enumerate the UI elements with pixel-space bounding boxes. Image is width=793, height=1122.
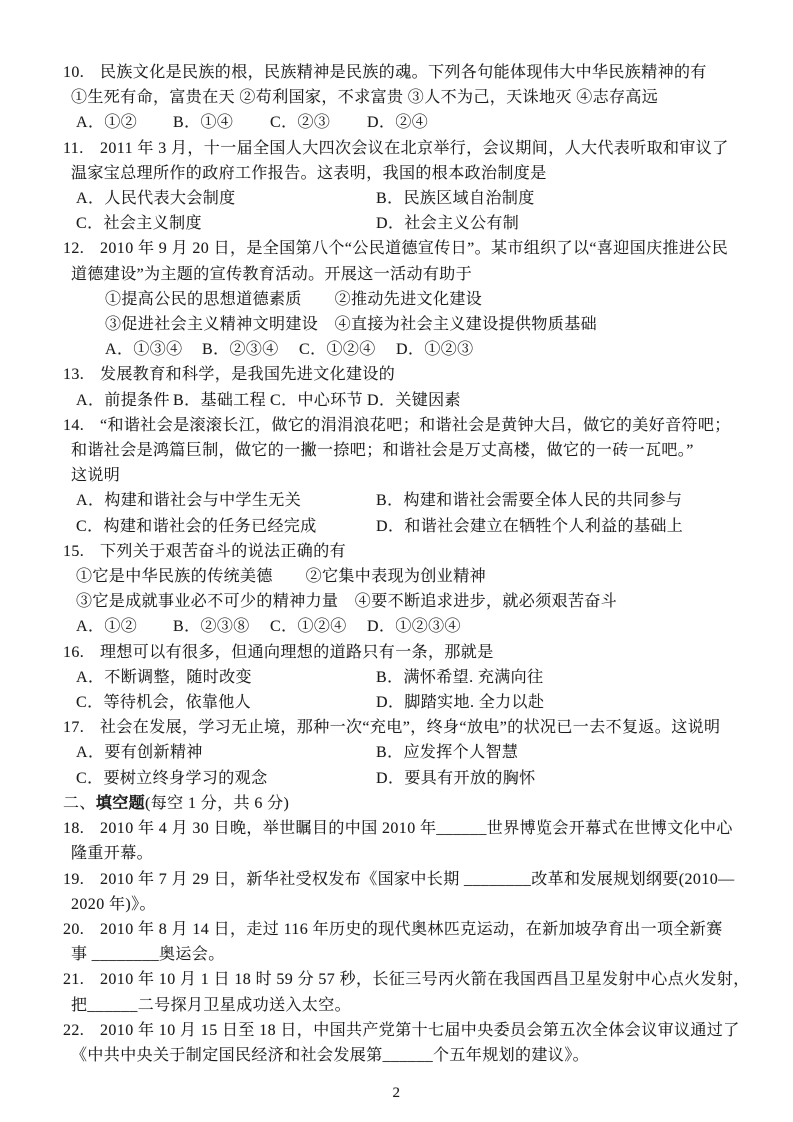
line-text: ③促进社会主义精神文明建设 ④直接为社会主义建设提供物质基础: [105, 316, 598, 334]
text-line: [63, 463, 741, 488]
stem-text: 社会在发展，学习无止境，那种一次“充电”，终身“放电”的状况已一去不复返。这说明: [100, 719, 721, 737]
text-line: [63, 841, 741, 866]
text-line: [63, 85, 741, 110]
options-row: [63, 388, 741, 413]
option: B．基础工程: [173, 391, 267, 409]
question-number: 20.: [63, 920, 85, 938]
option: B．①④: [173, 114, 234, 132]
line-text: ①提高公民的思想道德素质 ②推动先进文化建设: [105, 290, 483, 308]
text-line: [63, 287, 741, 312]
question-number: 11.: [63, 139, 84, 157]
option: D．要具有开放的胸怀: [376, 769, 536, 787]
options-row: [63, 766, 741, 791]
option: A．①②: [76, 618, 138, 636]
line-text: ①生死有命，富贵在天 ②苟利国家，不求富贵 ③人不为己，天诛地灭 ④志存高远: [71, 89, 659, 107]
option: B．满怀希望. 充满向往: [376, 668, 544, 686]
question-stem-line: [63, 136, 741, 161]
option: D．①②③: [396, 341, 474, 359]
question-number: 14.: [63, 416, 85, 434]
option: C．社会主义制度: [76, 215, 202, 233]
option: A．①②: [76, 114, 138, 132]
stem-text: 2010 年 9 月 20 日，是全国第八个“公民道德宣传日”。某市组织了以“喜迎国庆推进公民: [100, 240, 729, 258]
option: A．要有创新精神: [76, 744, 203, 762]
heading-score: (每空 1 分，共 6 分): [145, 794, 290, 812]
question-stem-line: [63, 917, 741, 942]
option: A．构建和谐社会与中学生无关: [76, 492, 302, 510]
question-stem-line: [63, 413, 741, 438]
text-line: [63, 993, 741, 1018]
line-text: 2020 年)》。: [71, 895, 156, 913]
question-number: 21.: [63, 971, 85, 989]
line-text: 把______二号探月卫星成功送入太空。: [71, 996, 352, 1014]
options-row: [63, 614, 741, 639]
stem-text: 下列关于艰苦奋斗的说法正确的有: [100, 542, 347, 560]
options-row: [63, 211, 741, 236]
heading-title: 填空题: [95, 794, 146, 812]
options-row: [63, 186, 741, 211]
question-number: 18.: [63, 820, 85, 838]
question-stem-line: [63, 60, 741, 85]
option: D．和谐社会建立在牺牲个人利益的基础上: [376, 517, 684, 535]
options-row: [63, 110, 741, 135]
option: C．要树立终身学习的观念: [76, 769, 268, 787]
line-text: 温家宝总理所作的政府工作报告。这表明，我国的根本政治制度是: [71, 164, 547, 182]
question-number: 16.: [63, 643, 85, 661]
line-text: ③它是成就事业必不可少的精神力量 ④要不断追求进步，就必须艰苦奋斗: [76, 593, 618, 611]
option: B．应发挥个人智慧: [376, 744, 519, 762]
stem-text: 2010 年 7 月 29 日，新华社受权发布《国家中长期 ________改革和发展规划纲要(2010—: [100, 870, 735, 888]
option: D．关键因素: [367, 391, 461, 409]
line-text: 这说明: [71, 467, 121, 485]
stem-text: 2010 年 8 月 14 日，走过 116 年历史的现代奥林匹克运动，在新加坡孕育出一项全新赛: [100, 920, 723, 938]
stem-text: 2010 年 4 月 30 日晚，举世瞩目的中国 2010 年______世界博览会开幕式在世博文化中心: [100, 820, 733, 838]
options-row: [63, 488, 741, 513]
options-row: [63, 337, 741, 362]
option: B．②③④: [202, 341, 279, 359]
question-number: 13.: [63, 366, 85, 384]
question-number: 15.: [63, 542, 85, 560]
option: C．①②④: [270, 618, 347, 636]
question-stem-line: [63, 715, 741, 740]
text-line: [63, 942, 741, 967]
option: A．人民代表大会制度: [76, 190, 236, 208]
text-line: [63, 161, 741, 186]
line-text: 事 ________奥运会。: [71, 946, 225, 964]
text-line: [63, 892, 741, 917]
line-text: 和谐社会是鸿篇巨制，做它的一撇一捺吧；和谐社会是万丈高楼，做它的一砖一瓦吧。”: [71, 442, 694, 460]
heading-prefix: 二、: [63, 794, 96, 812]
text-line: [63, 262, 741, 287]
question-stem-line: [63, 362, 741, 387]
options-row: [63, 514, 741, 539]
options-row: [63, 690, 741, 715]
question-number: 19.: [63, 870, 85, 888]
question-number: 10.: [63, 64, 85, 81]
line-text: 隆重开幕。: [71, 845, 154, 863]
section-heading: [63, 791, 741, 816]
option: B．民族区域自治制度: [376, 190, 535, 208]
option: D．脚踏实地. 全力以赴: [376, 694, 545, 712]
option: B．②③⑧: [173, 618, 250, 636]
text-line: [63, 589, 741, 614]
option: D．社会主义公有制: [376, 215, 520, 233]
option: C．②③: [270, 114, 331, 132]
stem-text: 2010 年 10 月 1 日 18 时 59 分 57 秒，长征三号丙火箭在我国西昌卫星发射中心点火发射，: [100, 971, 750, 989]
line-text: ①它是中华民族的传统美德 ②它集中表现为创业精神: [76, 568, 487, 586]
stem-text: “和谐社会是滚滚长江，做它的涓涓浪花吧；和谐社会是黄钟大吕，做它的美好音符吧；: [100, 416, 731, 434]
question-number: 17.: [63, 719, 85, 737]
question-number: 22.: [63, 1021, 85, 1039]
question-stem-line: [63, 1018, 741, 1043]
stem-text: 理想可以有很多，但通向理想的道路只有一条，那就是: [100, 643, 494, 661]
option: B．构建和谐社会需要全体人民的共同参与: [376, 492, 683, 510]
option: A．不断调整，随时改变: [76, 668, 252, 686]
question-stem-line: [63, 967, 750, 992]
question-stem-line: [63, 816, 741, 841]
question-number: 12.: [63, 240, 85, 258]
option: A．前提条件: [76, 391, 170, 409]
text-line: [63, 438, 741, 463]
stem-text: 2011 年 3 月，十一届全国人大四次会议在北京举行，会议期间，人大代表听取和审议了: [100, 139, 729, 157]
options-row: [63, 740, 741, 765]
option: C．中心环节: [270, 391, 364, 409]
stem-text: 民族文化是民族的根，民族精神是民族的魂。下列各句能体现伟大中华民族精神的有: [100, 64, 707, 81]
option: C．构建和谐社会的任务已经完成: [76, 517, 317, 535]
text-line: [63, 312, 741, 337]
page-number: 2: [392, 1085, 401, 1101]
question-stem-line: [63, 867, 741, 892]
stem-text: 发展教育和科学，是我国先进文化建设的: [100, 366, 396, 384]
option: D．②④: [367, 114, 429, 132]
question-stem-line: [63, 236, 741, 261]
text-line: [63, 1043, 741, 1068]
option: C．等待机会，依靠他人: [76, 694, 252, 712]
stem-text: 2010 年 10 月 15 日至 18 日，中国共产党第十七届中央委员会第五次全体会议审议通过了: [100, 1021, 740, 1039]
text-line: [63, 564, 741, 589]
line-text: 道德建设”为主题的宣传教育活动。开展这一活动有助于: [71, 265, 473, 283]
question-stem-line: [63, 640, 741, 665]
option: A．①③④: [105, 341, 183, 359]
options-row: [63, 665, 741, 690]
question-stem-line: [63, 539, 741, 564]
line-text: 《中共中央关于制定国民经济和社会发展第______个五年规划的建议》。: [71, 1046, 590, 1064]
content: [63, 60, 750, 1068]
option: C．①②④: [299, 341, 376, 359]
option: D．①②③④: [367, 618, 461, 636]
